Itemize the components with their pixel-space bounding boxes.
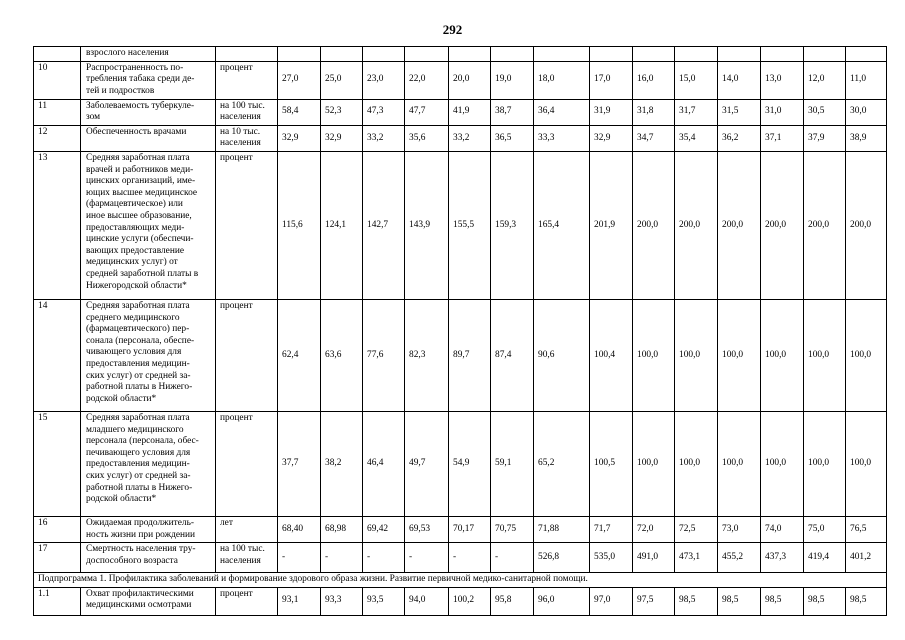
value-cell: - <box>321 543 363 573</box>
table-row <box>34 543 887 573</box>
value-cell: 32,9 <box>590 125 633 151</box>
page-number: 292 <box>442 22 463 37</box>
unit-cell: на 100 тыс. населения <box>216 99 278 125</box>
value-cell: 124,1 <box>321 151 363 299</box>
value-cell: 47,3 <box>363 99 405 125</box>
value-cell: 93,1 <box>278 587 321 615</box>
value-cell: 115,6 <box>278 151 321 299</box>
value-cell: 98,5 <box>718 587 761 615</box>
value-cell: 71,7 <box>590 516 633 542</box>
value-cell: 76,5 <box>846 516 887 542</box>
value-cell: 32,9 <box>321 125 363 151</box>
value-cell: 93,3 <box>321 587 363 615</box>
value-cell: 159,3 <box>491 151 534 299</box>
value-cell: 100,4 <box>590 299 633 411</box>
value-cell: 473,1 <box>675 543 718 573</box>
row-number: 1.1 <box>34 587 81 615</box>
value-cell: 74,0 <box>761 516 804 542</box>
value-cell: 87,4 <box>491 299 534 411</box>
value-cell: 455,2 <box>718 543 761 573</box>
value-cell: 12,0 <box>804 61 846 99</box>
table-row <box>34 151 887 299</box>
indicator-name: Средняя заработная плата младшего медицинского персонала (персонала, обес- печивающего условия для предоставления медицин- ских услуг) от средней за- работной платы в Нижего- родской области* <box>81 411 216 516</box>
value-cell: 70,75 <box>491 516 534 542</box>
value-cell: 100,0 <box>761 411 804 516</box>
indicators-table <box>33 46 887 616</box>
value-cell: 23,0 <box>363 61 405 99</box>
value-cell: 20,0 <box>449 61 491 99</box>
value-cell: 33,2 <box>449 125 491 151</box>
value-cell: 62,4 <box>278 299 321 411</box>
value-cell: 31,9 <box>590 99 633 125</box>
value-cell: 13,0 <box>761 61 804 99</box>
value-cell: 200,0 <box>633 151 675 299</box>
value-cell: 95,8 <box>491 587 534 615</box>
value-cell: 59,1 <box>491 411 534 516</box>
value-cell: 98,5 <box>761 587 804 615</box>
value-cell: 31,8 <box>633 99 675 125</box>
value-cell: 71,88 <box>534 516 590 542</box>
value-cell: 100,0 <box>633 411 675 516</box>
value-cell: 97,0 <box>590 587 633 615</box>
row-number: 11 <box>34 99 81 125</box>
value-cell: 34,7 <box>633 125 675 151</box>
table-row <box>34 125 887 151</box>
value-cell: 16,0 <box>633 61 675 99</box>
value-cell: 36,4 <box>534 99 590 125</box>
indicator-name: Охват профилактическими медицинскими осмотрами <box>81 587 216 615</box>
value-cell: 100,0 <box>846 299 887 411</box>
row-number: 14 <box>34 299 81 411</box>
value-cell: 37,7 <box>278 411 321 516</box>
value-cell: 38,9 <box>846 125 887 151</box>
value-cell: 35,6 <box>405 125 449 151</box>
value-cell: 27,0 <box>278 61 321 99</box>
value-cell: 75,0 <box>804 516 846 542</box>
value-cell: 98,5 <box>804 587 846 615</box>
indicator-name: Заболеваемость туберкуле- зом <box>81 99 216 125</box>
value-cell: 89,7 <box>449 299 491 411</box>
value-cell: 37,1 <box>761 125 804 151</box>
value-cell: 100,0 <box>675 411 718 516</box>
unit-cell: процент <box>216 411 278 516</box>
value-cell: 15,0 <box>675 61 718 99</box>
value-cell: 100,0 <box>804 299 846 411</box>
value-cell: 143,9 <box>405 151 449 299</box>
value-cell: - <box>449 543 491 573</box>
table-row <box>34 99 887 125</box>
indicator-name: Распространенность по- требления табака среди де- тей и подростков <box>81 61 216 99</box>
value-cell: - <box>363 543 405 573</box>
value-cell: 100,2 <box>449 587 491 615</box>
value-cell: 18,0 <box>534 61 590 99</box>
value-cell: 30,5 <box>804 99 846 125</box>
value-cell: 33,3 <box>534 125 590 151</box>
table-row <box>34 587 887 615</box>
row-number <box>34 47 81 62</box>
row-number: 12 <box>34 125 81 151</box>
value-cell: 17,0 <box>590 61 633 99</box>
value-cell: 31,7 <box>675 99 718 125</box>
value-cell: 68,40 <box>278 516 321 542</box>
value-cell: 100,0 <box>804 411 846 516</box>
value-cell: 100,5 <box>590 411 633 516</box>
table-row <box>34 411 887 516</box>
value-cell: 46,4 <box>363 411 405 516</box>
value-cell: 35,4 <box>675 125 718 151</box>
indicator-name: Средняя заработная плата врачей и работников меди- цинских организаций, име- ющих высшее медицинское (фармацевтическое) или иное высшее образование, предоставляющих меди- цинские услуги (обеспечи- вающих предоставление медицинских услуг) от средней заработной платы в Нижегородской области* <box>81 151 216 299</box>
value-cell: 200,0 <box>804 151 846 299</box>
unit-cell: на 100 тыс. населения <box>216 543 278 573</box>
value-cell: 63,6 <box>321 299 363 411</box>
value-cell: 68,98 <box>321 516 363 542</box>
value-cell: 22,0 <box>405 61 449 99</box>
indicator-name: Смертность населения тру- доспособного возраста <box>81 543 216 573</box>
value-cell: 96,0 <box>534 587 590 615</box>
table-row <box>34 299 887 411</box>
value-cell: 11,0 <box>846 61 887 99</box>
value-cell: 155,5 <box>449 151 491 299</box>
value-cell: 31,0 <box>761 99 804 125</box>
value-cell: 100,0 <box>633 299 675 411</box>
subprogram-title: Подпрограмма 1. Профилактика заболеваний и формирование здорового образа жизни. Развитие первичной медико-санитарной помощи. <box>34 573 887 588</box>
unit-cell: процент <box>216 587 278 615</box>
indicator-name: Средняя заработная плата среднего медицинского (фармацевтического) пер- сонала (персонала, обеспе- чивающего условия для предоставления медицин- ских услуг) от средней за- работной платы в Нижего- родской области* <box>81 299 216 411</box>
value-cell: 200,0 <box>675 151 718 299</box>
value-cell: 90,6 <box>534 299 590 411</box>
value-cell: 100,0 <box>718 411 761 516</box>
value-cell: 401,2 <box>846 543 887 573</box>
table-row <box>34 61 887 99</box>
value-cell: 69,42 <box>363 516 405 542</box>
indicator-name: взрослого населения <box>81 47 216 62</box>
unit-cell: процент <box>216 61 278 99</box>
value-cell: 142,7 <box>363 151 405 299</box>
indicator-name: Обеспеченность врачами <box>81 125 216 151</box>
value-cell: 36,5 <box>491 125 534 151</box>
value-cell: 72,5 <box>675 516 718 542</box>
value-cell: 70,17 <box>449 516 491 542</box>
value-cell: 526,8 <box>534 543 590 573</box>
value-cell: 38,2 <box>321 411 363 516</box>
value-cell: 200,0 <box>718 151 761 299</box>
value-cell: 200,0 <box>761 151 804 299</box>
value-cell: 94,0 <box>405 587 449 615</box>
row-number: 10 <box>34 61 81 99</box>
row-number: 16 <box>34 516 81 542</box>
value-cell: 82,3 <box>405 299 449 411</box>
value-cell: 25,0 <box>321 61 363 99</box>
value-cell: 72,0 <box>633 516 675 542</box>
value-cell: 69,53 <box>405 516 449 542</box>
value-cell: 65,2 <box>534 411 590 516</box>
value-cell: 52,3 <box>321 99 363 125</box>
value-cell: 33,2 <box>363 125 405 151</box>
row-number: 15 <box>34 411 81 516</box>
value-cell: 36,2 <box>718 125 761 151</box>
row-number: 13 <box>34 151 81 299</box>
value-cell: 58,4 <box>278 99 321 125</box>
value-cell: 49,7 <box>405 411 449 516</box>
value-cell: 41,9 <box>449 99 491 125</box>
value-cell: 419,4 <box>804 543 846 573</box>
value-cell: 54,9 <box>449 411 491 516</box>
row-number: 17 <box>34 543 81 573</box>
value-cell: 201,9 <box>590 151 633 299</box>
value-cell: 77,6 <box>363 299 405 411</box>
value-cell: 100,0 <box>846 411 887 516</box>
value-cell: 93,5 <box>363 587 405 615</box>
value-cell: 535,0 <box>590 543 633 573</box>
value-cell: 98,5 <box>846 587 887 615</box>
value-cell: - <box>278 543 321 573</box>
continued-row <box>34 47 887 62</box>
value-cell: 98,5 <box>675 587 718 615</box>
table-row <box>34 516 887 542</box>
unit-cell: на 10 тыс. населения <box>216 125 278 151</box>
unit-cell: процент <box>216 299 278 411</box>
value-cell: 32,9 <box>278 125 321 151</box>
value-cell: 37,9 <box>804 125 846 151</box>
value-cell: 200,0 <box>846 151 887 299</box>
value-cell: 491,0 <box>633 543 675 573</box>
value-cell: - <box>491 543 534 573</box>
value-cell: 38,7 <box>491 99 534 125</box>
unit-cell <box>216 47 278 62</box>
value-cell: 97,5 <box>633 587 675 615</box>
value-cell: 47,7 <box>405 99 449 125</box>
value-cell: 100,0 <box>761 299 804 411</box>
unit-cell: лет <box>216 516 278 542</box>
value-cell: - <box>405 543 449 573</box>
value-cell: 165,4 <box>534 151 590 299</box>
value-cell: 31,5 <box>718 99 761 125</box>
indicator-name: Ожидаемая продолжитель- ность жизни при рождении <box>81 516 216 542</box>
unit-cell: процент <box>216 151 278 299</box>
value-cell: 100,0 <box>718 299 761 411</box>
subprogram-row <box>34 573 887 588</box>
value-cell: 100,0 <box>675 299 718 411</box>
value-cell: 30,0 <box>846 99 887 125</box>
value-cell: 14,0 <box>718 61 761 99</box>
value-cell: 437,3 <box>761 543 804 573</box>
value-cell: 19,0 <box>491 61 534 99</box>
value-cell: 73,0 <box>718 516 761 542</box>
